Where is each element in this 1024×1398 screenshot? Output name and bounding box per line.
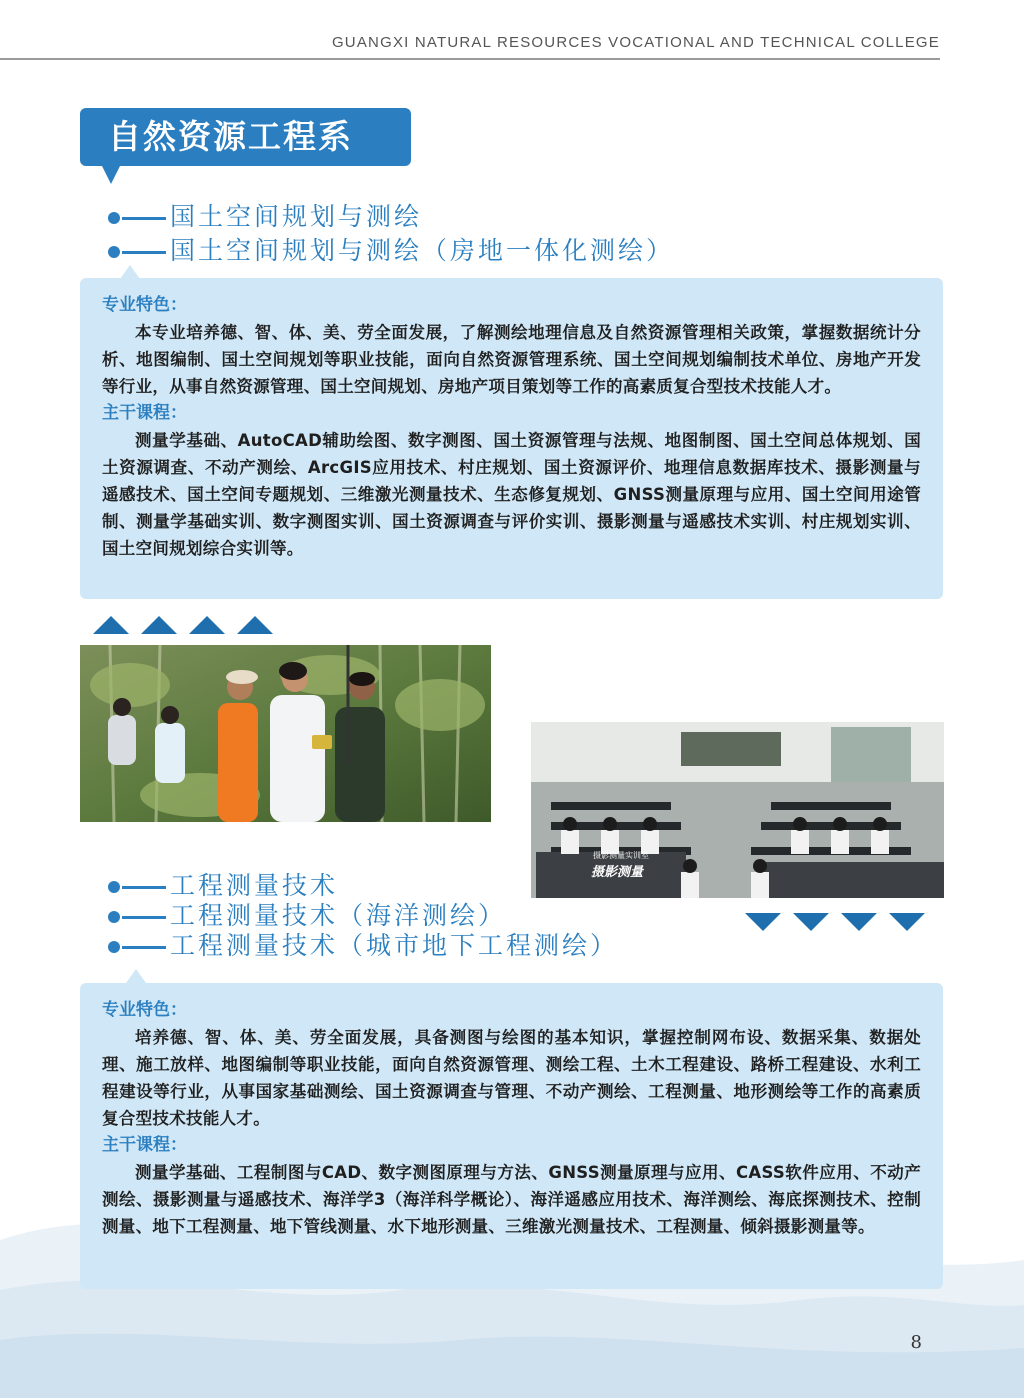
classroom-caption-small: 摄影测量实训室	[593, 851, 649, 860]
bullet-icon	[108, 941, 120, 953]
courses-label: 主干课程：	[102, 403, 187, 423]
page-number: 8	[910, 1332, 922, 1353]
major-list-1	[108, 200, 674, 268]
college-name-header: GUANGXI NATURAL RESOURCES VOCATIONAL AND TECHNICAL COLLEGE	[331, 34, 940, 51]
bullet-icon	[108, 911, 120, 923]
features-text: 培养德、智、体、美、劳全面发展，具备测图与绘图的基本知识，掌握控制网布设、数据采集、数据处理、施工放样、地图编制等职业技能，面向自然资源管理、测绘工程、土木工程建设、路桥工程建设、水利工程建设等行业，从事国家基础测绘、国土资源调查与管理、不动产测绘、工程测量、地形测绘等工作的高素质复合型技术技能人才。	[102, 1028, 921, 1128]
bullet-icon	[108, 881, 120, 893]
major-item: 工程测量技术（海洋测绘）	[108, 901, 618, 931]
major-list-2	[108, 871, 618, 964]
major-item: 工程测量技术	[108, 871, 618, 901]
major-item: 工程测量技术（城市地下工程测绘）	[108, 931, 618, 961]
box-notch	[126, 969, 146, 983]
info-box-2	[80, 983, 943, 1289]
triangle-decoration-down	[745, 913, 925, 931]
triangle-down-icon	[889, 913, 925, 931]
bullet-icon	[108, 212, 120, 224]
bullet-icon	[108, 246, 120, 258]
triangle-up-icon	[141, 616, 177, 634]
classroom-caption-large: 摄影测量	[591, 865, 644, 880]
triangle-up-icon	[93, 616, 129, 634]
major-item: 国土空间规划与测绘（房地一体化测绘）	[108, 234, 674, 268]
features-text: 本专业培养德、智、体、美、劳全面发展，了解测绘地理信息及自然资源管理相关政策，掌握数据统计分析、地图编制、国土空间规划等职业技能，面向自然资源管理系统、国土空间规划编制技术单位、房地产开发等行业，从事自然资源管理、国土空间规划、房地产项目策划等工作的高素质复合型技术技能人才。	[102, 323, 921, 396]
major-item: 国土空间规划与测绘	[108, 200, 674, 234]
box-notch	[120, 265, 140, 279]
courses-text: 测量学基础、AutoCAD辅助绘图、数字测图、国土资源管理与法规、地图制图、国土空间总体规划、国土资源调查、不动产测绘、ArcGIS应用技术、村庄规划、国土资源评价、地理信息数据库技术、摄影测量与遥感技术、国土空间专题规划、三维激光测量技术、生态修复规划、GNSS测量原理与应用、国土空间用途管制、测量学基础实训、数字测图实训、国土资源调查与评价实训、摄影测量与遥感技术实训、村庄规划实训、国土空间规划综合实训等。	[102, 431, 921, 558]
department-title: 自然资源工程系	[80, 108, 411, 166]
triangle-down-icon	[841, 913, 877, 931]
triangle-decoration-up	[93, 616, 273, 634]
header-divider	[0, 58, 940, 60]
triangle-up-icon	[189, 616, 225, 634]
courses-text: 测量学基础、工程制图与CAD、数字测图原理与方法、GNSS测量原理与应用、CASS软件应用、不动产测绘、摄影测量与遥感技术、海洋学3（海洋科学概论）、海洋遥感应用技术、海洋测绘、海底探测技术、控制测量、地下工程测量、地下管线测量、水下地形测量、三维激光测量技术、工程测量、倾斜摄影测量等。	[102, 1163, 921, 1236]
info-box-1	[80, 278, 943, 599]
triangle-up-icon	[237, 616, 273, 634]
field-survey-photo	[80, 645, 491, 822]
features-label: 专业特色：	[102, 295, 187, 315]
triangle-down-icon	[793, 913, 829, 931]
features-label: 专业特色：	[102, 1000, 187, 1020]
courses-label: 主干课程：	[102, 1135, 187, 1155]
triangle-down-icon	[745, 913, 781, 931]
